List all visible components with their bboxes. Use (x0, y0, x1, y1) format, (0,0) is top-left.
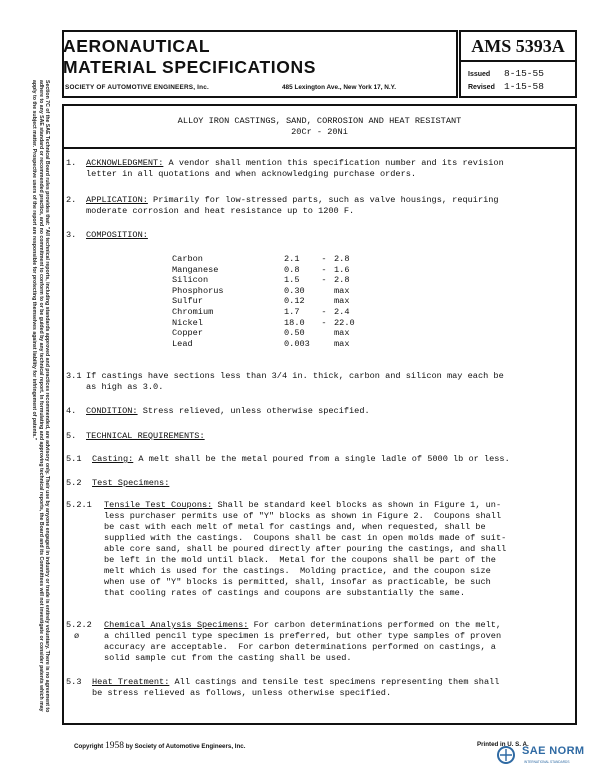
composition-max-value: max (334, 296, 350, 307)
side-notice (2, 80, 52, 720)
composition-element-name: Silicon (172, 275, 209, 286)
org-title-line1: AERONAUTICAL (63, 36, 211, 56)
section-5-2-1-line5: able core sand, shall be poured directly after pouring the castings, and shall (104, 544, 507, 554)
composition-row (172, 275, 374, 286)
society-address: 485 Lexington Ave., New York 17, N.Y. (282, 84, 397, 91)
section-5-2-1-line1: Tensile Test Coupons: Shall be standard keel blocks as shown in Figure 1, un- (104, 500, 502, 510)
composition-separator (314, 286, 334, 297)
section-5-2-1-number: 5.2.1 (66, 500, 92, 510)
section-2-heading: APPLICATION: (86, 195, 148, 205)
composition-rows (172, 254, 374, 349)
composition-separator (314, 296, 334, 307)
composition-element-name: Sulfur (172, 296, 203, 307)
section-1-number: 1. (66, 158, 77, 168)
composition-row (172, 286, 374, 297)
composition-min-value: 1.5 (284, 275, 300, 286)
section-4-number: 4. (66, 406, 77, 416)
section-2-line1: APPLICATION: Primarily for low-stressed parts, such as valve housings, requiring (86, 195, 499, 205)
section-5-2-1-line7: melt which is used for the castings. Molding practice, and the coupon size (104, 566, 491, 576)
copyright-holder: by Society of Automotive Engineers, Inc. (125, 743, 246, 750)
section-5-heading: TECHNICAL REQUIREMENTS: (86, 431, 205, 441)
composition-element-name: Carbon (172, 254, 203, 264)
composition-row (172, 328, 374, 339)
title-line1: ALLOY IRON CASTINGS, SAND, CORROSION AND HEAT RESISTANT (177, 116, 462, 126)
composition-row (172, 265, 374, 276)
org-title-line2: MATERIAL SPECIFICATIONS (63, 57, 316, 77)
composition-min-value: 18.0 (284, 317, 305, 328)
composition-min-value: 0.8 (284, 264, 300, 275)
section-5-1-heading: Casting: (92, 454, 134, 464)
composition-element-name: Copper (172, 328, 203, 339)
composition-element-name: Nickel (172, 317, 203, 328)
section-5-3-number: 5.3 (66, 677, 82, 687)
composition-element-name: Phosphorus (172, 285, 224, 296)
section-5-2-2-line3: accuracy are acceptable. For carbon determinations performed on castings, a (104, 642, 496, 652)
section-3-1-line1: If castings have sections less than 3/4 in. thick, carbon and silicon may each be (86, 371, 504, 381)
section-5-2-1-line4: supplied with the castings. Coupons shall be cast in open molds made of suit- (104, 533, 507, 543)
copyright-year: 1958 (104, 741, 124, 751)
revised-label: Revised (468, 84, 495, 91)
revised-date: 1-15-58 (504, 81, 544, 92)
section-5-2-2-heading: Chemical Analysis Specimens: (104, 620, 249, 630)
composition-max-value: max (334, 285, 350, 296)
section-5-2-2-line2: a chilled pencil type specimen is preferred, but other type samples of proven (104, 631, 502, 641)
section-5-2-1-line3: be cast with each melt of metal for castings and, when requested, shall be (104, 522, 486, 532)
composition-separator (314, 339, 334, 350)
section-1-line2: letter in all quotations and when acknowledging purchase orders. (86, 169, 417, 179)
section-5-2-heading: Test Specimens: (92, 478, 170, 488)
document-title (62, 116, 577, 138)
section-5-2-1-line6: be left in the mold until black. Metal for the coupons shall be part of the (104, 555, 496, 565)
composition-max-value: 2.4 (334, 306, 350, 317)
section-5-2-1-line9: that cooling rates of castings and coupons are substantially the same. (104, 588, 465, 598)
copyright-label: Copyright (74, 743, 104, 750)
composition-row (172, 254, 374, 265)
composition-element-name: Manganese (172, 264, 219, 275)
composition-min-value: 1.7 (284, 306, 300, 317)
section-1-heading: ACKNOWLEDGMENT: (86, 158, 164, 168)
watermark-text: SAE NORM (522, 745, 585, 757)
copyright (74, 741, 245, 751)
section-5-2-1-heading: Tensile Test Coupons: (104, 500, 213, 510)
section-2-number: 2. (66, 195, 77, 205)
revision-mark: ø (74, 631, 80, 641)
section-3-heading: COMPOSITION: (86, 230, 148, 240)
composition-separator (314, 328, 334, 339)
issued-date: 8-15-55 (504, 68, 544, 79)
composition-separator: - (321, 275, 327, 286)
section-5-number: 5. (66, 431, 77, 441)
section-5-2-2-line4: solid sample cut from the casting shall be used. (104, 653, 352, 663)
composition-row (172, 296, 374, 307)
composition-min-value: 0.12 (284, 296, 305, 307)
composition-separator: - (321, 317, 327, 328)
composition-element-name: Chromium (172, 306, 214, 317)
section-5-2-1-line2: less purchaser permits use of "Y" blocks as shown in Figure 2. Coupons shall (104, 511, 502, 521)
printed-in: Printed in U. S. A. (477, 741, 529, 748)
section-5-3-heading: Heat Treatment: (92, 677, 170, 687)
org-title (63, 36, 316, 78)
section-4-line: CONDITION: Stress relieved, unless otherwise specified. (86, 406, 370, 416)
issued-label: Issued (468, 71, 491, 78)
composition-row (172, 339, 374, 350)
composition-separator: - (321, 254, 327, 264)
composition-max-value: 2.8 (334, 275, 350, 286)
section-5-3-line1: Heat Treatment: All castings and tensile test specimens representing them shall (92, 677, 500, 687)
composition-separator: - (321, 264, 327, 275)
composition-min-value: 0.50 (284, 328, 305, 339)
title-divider (62, 147, 577, 149)
composition-max-value: max (334, 338, 350, 349)
composition-min-value: 0.30 (284, 285, 305, 296)
composition-max-value: 2.8 (334, 254, 350, 264)
composition-max-value: max (334, 328, 350, 339)
section-5-1-line: Casting: A melt shall be the metal poured from a single ladle of 5000 lb or less. (92, 454, 510, 464)
composition-element-name: Lead (172, 338, 193, 349)
section-3-1-number: 3.1 (66, 371, 82, 381)
section-5-3-line2: be stress relieved as follows, unless otherwise specified. (92, 688, 392, 698)
composition-row (172, 318, 374, 329)
composition-max-value: 1.6 (334, 264, 350, 275)
spec-number: AMS 5393A (459, 30, 577, 62)
composition-min-value: 2.1 (284, 254, 300, 264)
composition-table (172, 254, 374, 349)
watermark-subtext: INTERNATIONAL STANDARDS (524, 760, 570, 764)
section-5-1-number: 5.1 (66, 454, 82, 464)
section-5-2-2-number: 5.2.2 (66, 620, 92, 630)
composition-row (172, 307, 374, 318)
composition-min-value: 0.003 (284, 338, 310, 349)
section-3-1-line2: as high as 3.0. (86, 382, 164, 392)
section-5-2-1-line8: when use of "Y" blocks is permitted, shall, insofar as practicable, be such (104, 577, 491, 587)
title-line2: 20Cr - 20Ni (291, 127, 348, 137)
section-5-2-number: 5.2 (66, 478, 82, 488)
composition-max-value: 22.0 (334, 317, 355, 328)
section-4-heading: CONDITION: (86, 406, 138, 416)
side-notice-text: Section 7C of the SAE Technical Board rules provides that: "All technical reports, including standards approved and practices recommended, are advisory only. Their use by anyone engaged in industry or trade is entirely voluntary. There is no agreement to adhere to any SAE standard or recommended practice, and no commitment to conform to or be guided by any technical report. In formulating and approving technical reports, the Board and its Committees will not investigate or consider patents which may apply to the subject matter. Prospective users of the report are responsible for protecting themselves against liability for infringement of patents." (31, 80, 50, 713)
section-2-line2: moderate corrosion and heat resistance up to 1200 F. (86, 206, 355, 216)
society-name: SOCIETY OF AUTOMOTIVE ENGINEERS, Inc. (65, 84, 209, 91)
section-3-number: 3. (66, 230, 77, 240)
section-1-line1: ACKNOWLEDGMENT: A vendor shall mention this specification number and its revision (86, 158, 504, 168)
composition-separator: - (321, 306, 327, 317)
section-5-2-2-line1: Chemical Analysis Specimens: For carbon determinations performed on the melt, (104, 620, 502, 630)
